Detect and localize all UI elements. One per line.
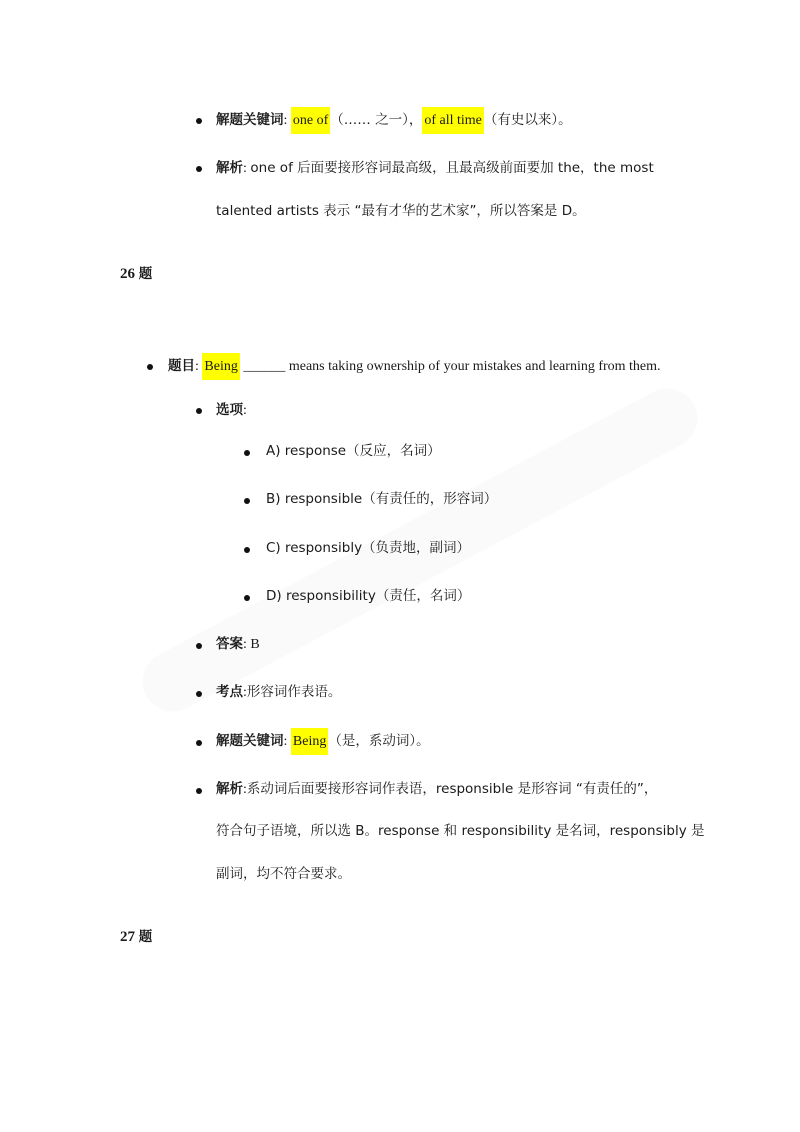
options-label-line xyxy=(216,400,247,421)
q26-analysis-line3: 副词，均不符合要求。 xyxy=(216,866,351,882)
keyword-note: （…… 之一）， xyxy=(330,112,423,128)
analysis-text: 系动词后面要接形容词作表语，responsible 是形容词 “有责任的”， xyxy=(246,781,658,797)
keyword-note: （是，系动词）。 xyxy=(328,733,430,749)
bullet xyxy=(244,547,250,553)
q25-keywords-line xyxy=(216,110,572,131)
highlight-keyword: Being xyxy=(202,353,239,380)
heading-label: 题 xyxy=(138,266,153,282)
bullet xyxy=(196,118,202,124)
heading-label: 题 xyxy=(138,929,153,945)
colon: : xyxy=(243,782,247,797)
label: 解析 xyxy=(216,160,243,176)
option-b: B) responsible（有责任的，形容词） xyxy=(266,491,498,507)
keyword-note: （有史以来）。 xyxy=(483,112,572,128)
bullet xyxy=(196,740,202,746)
colon: : xyxy=(243,685,247,700)
label: 题目 xyxy=(168,358,195,374)
question-heading xyxy=(120,262,152,283)
bullet xyxy=(244,595,250,601)
answer-line xyxy=(216,634,260,655)
bullet xyxy=(196,643,202,649)
question-text: ______ means taking ownership of your mistakes and learning from them. xyxy=(239,359,661,374)
colon: : xyxy=(243,637,247,652)
label: 解题关键词 xyxy=(216,112,284,128)
heading-number: 26 xyxy=(120,266,135,282)
label: 考点 xyxy=(216,684,243,700)
bullet xyxy=(196,788,202,794)
q26-analysis-line2: 符合句子语境，所以选 B。response 和 responsibility 是名词，responsibly 是 xyxy=(216,823,705,839)
q25-analysis-line2: talented artists 表示 “最有才华的艺术家”，所以答案是 D。 xyxy=(216,203,586,219)
highlight-keyword: Being xyxy=(291,728,328,755)
point-line xyxy=(216,682,341,703)
label: 答案 xyxy=(216,636,243,652)
bullet xyxy=(244,498,250,504)
option-d: D) responsibility（责任，名词） xyxy=(266,588,471,604)
answer-value: B xyxy=(250,637,260,652)
point-value: 形容词作表语。 xyxy=(246,684,342,700)
colon: : xyxy=(243,403,247,418)
colon: : xyxy=(195,359,199,374)
bullet xyxy=(147,364,153,370)
bullet xyxy=(196,166,202,172)
bullet xyxy=(196,691,202,697)
bullet xyxy=(196,408,202,414)
colon: : xyxy=(283,734,288,749)
label: 解题关键词 xyxy=(216,733,284,749)
label: 选项 xyxy=(216,402,243,418)
colon: : xyxy=(283,113,288,128)
q25-analysis-line1 xyxy=(216,158,654,179)
bullet xyxy=(244,450,250,456)
highlight-keyword: one of xyxy=(291,107,330,134)
highlight-keyword: of all time xyxy=(422,107,484,134)
q26-analysis-line1 xyxy=(216,779,657,800)
label: 解析 xyxy=(216,781,243,797)
heading-number: 27 xyxy=(120,929,135,945)
analysis-text: one of 后面要接形容词最高级，且最高级前面要加 the，the most xyxy=(250,160,654,176)
option-a: A) response（反应，名词） xyxy=(266,443,441,459)
colon: : xyxy=(243,161,247,176)
q26-keywords-line xyxy=(216,731,430,752)
q26-question-line xyxy=(168,356,661,377)
question-heading xyxy=(120,925,152,946)
option-c: C) responsibly（负责地，副词） xyxy=(266,540,471,556)
